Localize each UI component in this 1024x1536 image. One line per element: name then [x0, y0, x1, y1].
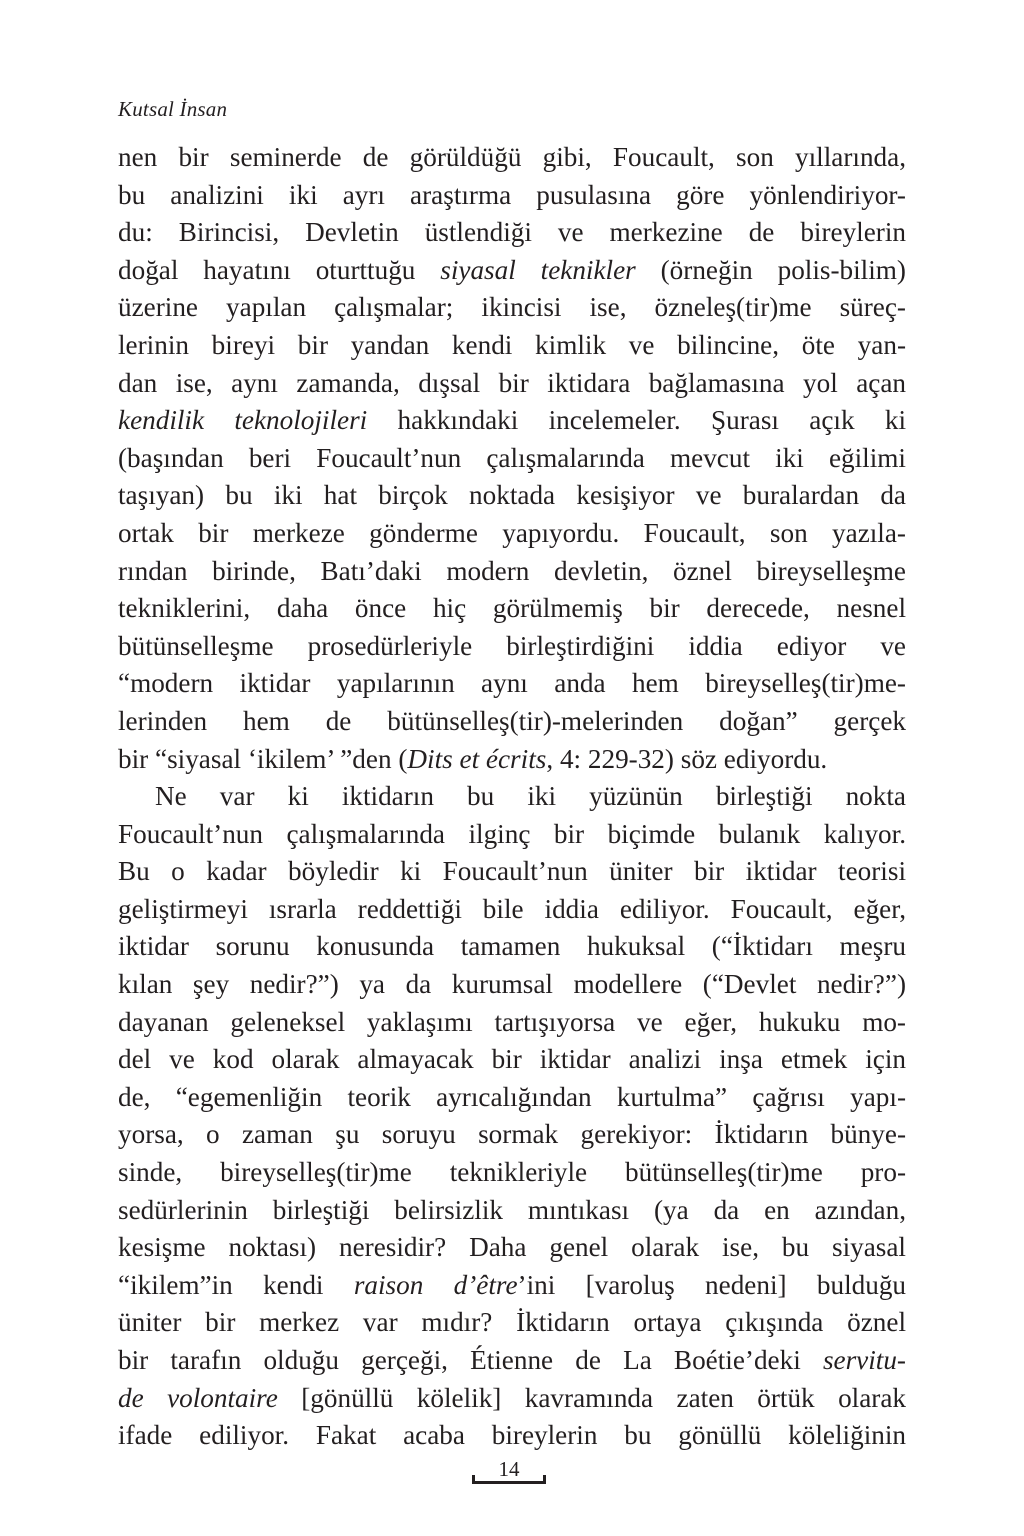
text-span: bütünselleşme prosedürleriyle birleştirdiğini iddia ediyor ve: [118, 630, 906, 661]
italic-phrase: raison d’être: [353, 1269, 518, 1300]
text-span: , 4: 229-32) söz ediyordu.: [546, 743, 828, 774]
text-line: [118, 1154, 906, 1192]
text-line: [118, 365, 906, 403]
text-span: bir “siyasal ‘ikilem’ ”den (: [118, 743, 408, 774]
text-span: tekniklerini, daha önce hiç görülmemiş bir derecede, nesnel: [118, 593, 906, 624]
text-span: üniter bir merkez var mıdır? İktidarın ortaya çıkışında öznel: [118, 1307, 906, 1338]
text-line: [118, 891, 906, 929]
page-number-rule-tick: [543, 1475, 546, 1484]
text-line: [118, 703, 906, 741]
text-line: [118, 741, 906, 779]
page-number-rule: [472, 1481, 546, 1484]
text-span: lerinden hem de bütünselleş(tir)-melerinden doğan” gerçek: [118, 705, 906, 736]
text-span: Ne var ki iktidarın bu iki yüzünün birleştiği nokta: [155, 781, 906, 812]
text-span: kılan şey nedir?”) ya da kurumsal modellere (“Devlet nedir?”): [118, 969, 906, 1000]
text-line: [118, 853, 906, 891]
text-line: [118, 177, 906, 215]
text-span: ortak bir merkeze gönderme yapıyordu. Foucault, son yazıla-: [118, 517, 906, 548]
text-span: nen bir seminerde de görüldüğü gibi, Foucault, son yıllarında,: [118, 142, 906, 172]
italic-phrase: siyasal teknikler: [440, 254, 636, 285]
text-span: Bu o kadar böyledir ki Foucault’nun üniter bir iktidar teorisi: [118, 856, 906, 887]
text-line: [118, 1229, 906, 1267]
text-span: taşıyan) bu iki hat birçok noktada kesişiyor ve buralardan da: [118, 480, 906, 511]
text-span: (örneğin polis-bilim): [635, 254, 906, 285]
body-text: [118, 139, 906, 1455]
text-span: [gönüllü kölelik] kavramında zaten örtük olarak: [277, 1382, 906, 1413]
text-span: iktidar sorunu konusunda tamamen hukuksal (“İktidarı meşru: [118, 931, 906, 962]
text-span: de, “egemenliğin teorik ayrıcalığından kurtulma” çağrısı yapı-: [118, 1081, 906, 1112]
text-span: hakkındaki incelemeler. Şurası açık ki: [367, 405, 906, 436]
text-span: doğal hayatını oturttuğu: [118, 254, 441, 285]
text-line: [118, 1116, 906, 1154]
text-line: [118, 515, 906, 553]
text-span: geliştirmeyi ısrarla reddettiği bile iddia ediliyor. Foucault, eğer,: [118, 893, 906, 924]
italic-phrase: kendilik teknolojileri: [118, 405, 368, 436]
text-line: [118, 1041, 906, 1079]
text-span: ifade ediliyor. Fakat acaba bireylerin bu gönüllü köleliğinin: [118, 1420, 906, 1451]
text-line: [118, 1342, 906, 1380]
text-span: Foucault’nun çalışmalarında ilginç bir biçimde bulanık kalıyor.: [118, 818, 906, 849]
page-number-rule-tick: [472, 1475, 475, 1484]
text-span: yorsa, o zaman şu soruyu sormak gerekiyor: İktidarın bünye-: [118, 1119, 906, 1150]
text-line: [118, 778, 906, 816]
text-line: [118, 816, 906, 854]
text-span: “modern iktidar yapılarının aynı anda hem bireyselleş(tir)me-: [118, 668, 906, 699]
text-span: dan ise, aynı zamanda, dışsal bir iktidara bağlamasına yol açan: [118, 367, 906, 398]
text-line: [118, 440, 906, 478]
italic-phrase: de volontaire: [118, 1382, 278, 1413]
text-line: [118, 628, 906, 666]
running-head: Kutsal İnsan: [118, 97, 228, 121]
text-span: sinde, bireyselleş(tir)me teknikleriyle bütünselleş(tir)me pro-: [118, 1157, 906, 1188]
text-line: [118, 289, 906, 327]
text-span: kesişme noktası) neresidir? Daha genel olarak ise, bu siyasal: [118, 1232, 906, 1263]
italic-phrase: Dits et écrits: [407, 743, 547, 774]
text-span: ’ini [varoluş nedeni] bulduğu: [517, 1269, 907, 1300]
text-line: [118, 1004, 906, 1042]
italic-phrase: servitu-: [822, 1345, 906, 1375]
text-span: sedürlerinin birleştiği belirsizlik mıntıkası (ya da en azından,: [118, 1194, 906, 1225]
text-span: bir tarafın olduğu gerçeği, Étienne de La Boétie’deki: [118, 1345, 823, 1375]
text-span: du: Birincisi, Devletin üstlendiği ve merkezine de bireylerin: [118, 217, 906, 248]
text-line: [118, 477, 906, 515]
text-line: [118, 139, 906, 177]
text-line: [118, 553, 906, 591]
page-number-block: [472, 1457, 546, 1487]
text-line: [118, 402, 906, 440]
page-number: 14: [498, 1457, 520, 1481]
text-line: [118, 590, 906, 628]
text-span: del ve kod olarak almayacak bir iktidar analizi inşa etmek için: [118, 1044, 906, 1075]
text-line: [118, 1192, 906, 1230]
text-span: “ikilem”in kendi: [118, 1269, 354, 1300]
text-line: [118, 966, 906, 1004]
text-span: üzerine yapılan çalışmalar; ikincisi ise, özneleş(tir)me süreç-: [118, 292, 906, 323]
text-line: [118, 665, 906, 703]
text-line: [118, 928, 906, 966]
text-line: [118, 327, 906, 365]
text-line: [118, 1267, 906, 1305]
text-span: rından birinde, Batı’daki modern devletin, öznel bireyselleşme: [118, 555, 906, 586]
text-span: (başından beri Foucault’nun çalışmalarında mevcut iki eğilimi: [118, 442, 906, 473]
text-line: [118, 1417, 906, 1455]
text-line: [118, 1079, 906, 1117]
text-span: dayanan geleneksel yaklaşımı tartışıyorsa ve eğer, hukuku mo-: [118, 1006, 906, 1037]
text-span: bu analizini iki ayrı araştırma pusulasına göre yönlendiriyor-: [118, 179, 906, 210]
text-line: [118, 214, 906, 252]
text-line: [118, 1380, 906, 1418]
text-line: [118, 252, 906, 290]
text-span: lerinin bireyi bir yandan kendi kimlik ve bilincine, öte yan-: [118, 329, 906, 360]
text-line: [118, 1304, 906, 1342]
